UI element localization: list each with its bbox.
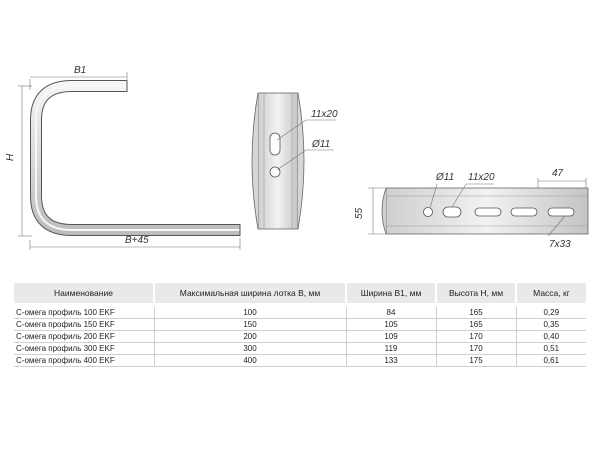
table-header-row bbox=[14, 283, 586, 305]
cell-max-width: 100 bbox=[154, 305, 346, 319]
header-name: Наименование bbox=[14, 283, 154, 305]
cell-h: 175 bbox=[436, 355, 516, 367]
cell-h: 170 bbox=[436, 331, 516, 343]
label-11x20: 11x20 bbox=[311, 109, 338, 120]
cell-b1: 109 bbox=[346, 331, 436, 343]
table-row bbox=[14, 355, 586, 367]
dim-h: H bbox=[5, 153, 16, 161]
dim-55: 55 bbox=[354, 207, 365, 219]
cell-h: 165 bbox=[436, 305, 516, 319]
cell-b1: 84 bbox=[346, 305, 436, 319]
top-view-profile bbox=[368, 178, 588, 236]
cell-max-width: 150 bbox=[154, 319, 346, 331]
cell-mass: 0,51 bbox=[516, 343, 586, 355]
table-row bbox=[14, 305, 586, 319]
cell-name: С-омега профиль 400 EKF bbox=[14, 355, 154, 367]
header-max-width: Максимальная ширина лотка B, мм bbox=[154, 283, 346, 305]
cell-mass: 0,61 bbox=[516, 355, 586, 367]
label-d11: Ø11 bbox=[312, 139, 331, 150]
label-7x33: 7x33 bbox=[549, 239, 571, 250]
cell-name: С-омега профиль 100 EKF bbox=[14, 305, 154, 319]
dim-b1: B1 bbox=[74, 65, 87, 76]
header-height-h: Высота H, мм bbox=[436, 283, 516, 305]
table-row bbox=[14, 331, 586, 343]
cell-name: С-омега профиль 150 EKF bbox=[14, 319, 154, 331]
cell-h: 165 bbox=[436, 319, 516, 331]
cell-h: 170 bbox=[436, 343, 516, 355]
cell-name: С-омега профиль 300 EKF bbox=[14, 343, 154, 355]
specification-table bbox=[14, 283, 586, 367]
cell-b1: 133 bbox=[346, 355, 436, 367]
slot-11x20 bbox=[270, 133, 280, 155]
label-side-d11: Ø11 bbox=[436, 172, 455, 183]
table-row bbox=[14, 319, 586, 331]
cell-max-width: 400 bbox=[154, 355, 346, 367]
cell-b1: 105 bbox=[346, 319, 436, 331]
hole-d11 bbox=[270, 167, 280, 177]
cell-name: С-омега профиль 200 EKF bbox=[14, 331, 154, 343]
cell-mass: 0,40 bbox=[516, 331, 586, 343]
cell-max-width: 300 bbox=[154, 343, 346, 355]
dim-b-plus-45: B+45 bbox=[125, 235, 149, 246]
cell-mass: 0,29 bbox=[516, 305, 586, 319]
front-view-c-profile bbox=[18, 72, 240, 250]
cell-mass: 0,35 bbox=[516, 319, 586, 331]
cell-max-width: 200 bbox=[154, 331, 346, 343]
cell-b1: 119 bbox=[346, 343, 436, 355]
label-side-11x20: 11x20 bbox=[468, 172, 495, 183]
table-row bbox=[14, 343, 586, 355]
header-mass: Масса, кг bbox=[516, 283, 586, 305]
header-width-b1: Ширина B1, мм bbox=[346, 283, 436, 305]
dim-47: 47 bbox=[552, 168, 564, 179]
